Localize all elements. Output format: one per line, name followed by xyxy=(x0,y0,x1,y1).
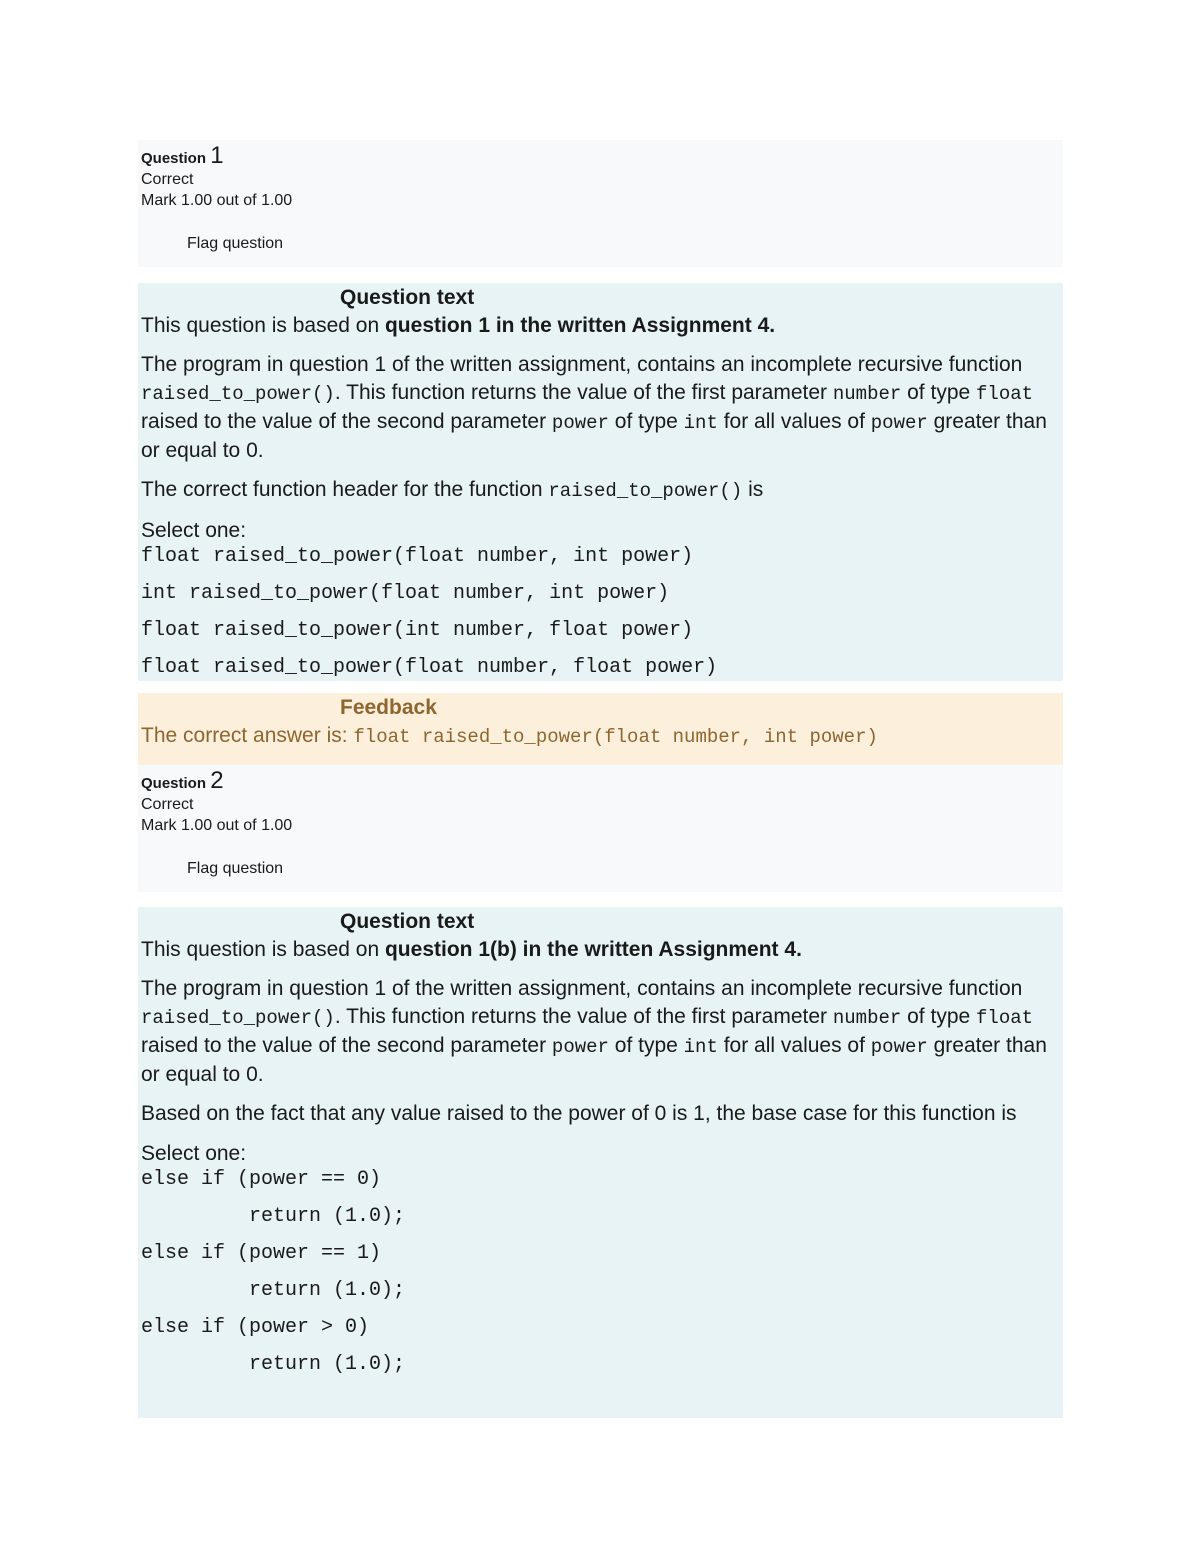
question-1-feedback xyxy=(138,693,1063,765)
desc-text: The program in question 1 of the written assignment, contains an incomplete recursive function xyxy=(141,977,1023,1000)
desc-text: The program in question 1 of the written assignment, contains an incomplete recursive function xyxy=(141,353,1023,376)
desc-text: of type xyxy=(608,410,684,433)
desc-text: greater than or equal to 0. xyxy=(141,410,1047,462)
code-type-int: int xyxy=(683,1036,718,1058)
flag-question-link[interactable]: Flag question xyxy=(187,860,284,877)
question-grade: Mark 1.00 out of 1.00 xyxy=(141,817,293,834)
desc-text: greater than or equal to 0. xyxy=(141,1034,1047,1086)
option-line: else if (power == 1) xyxy=(141,1242,382,1265)
question-1-heading xyxy=(141,142,1063,169)
intro-bold-text: question 1 in the written Assignment 4. xyxy=(384,314,776,337)
desc-text: of type xyxy=(608,1034,684,1057)
option-line: else if (power == 0) xyxy=(141,1168,382,1191)
code-type-float: float xyxy=(976,383,1034,405)
feedback-heading: Feedback xyxy=(340,696,437,719)
question-description xyxy=(141,351,1063,465)
select-one-prompt: Select one: xyxy=(141,1142,247,1165)
answer-option-a[interactable] xyxy=(141,1167,1063,1230)
intro-text: This question is based on xyxy=(141,314,385,337)
code-param-number: number xyxy=(832,383,902,405)
desc-text: for all values of xyxy=(717,410,871,433)
question-number: 2 xyxy=(210,767,224,794)
question-grade: Mark 1.00 out of 1.00 xyxy=(141,192,293,209)
code-function-name: raised_to_power() xyxy=(548,480,743,502)
answer-option-c[interactable] xyxy=(141,1315,1063,1378)
desc-text: raised to the value of the second parameter xyxy=(141,1034,552,1057)
question-ask: Based on the fact that any value raised to the power of 0 is 1, the base case for this function is xyxy=(141,1102,1017,1125)
desc-text: . This function returns the value of the first parameter xyxy=(334,381,833,404)
option-line: return (1.0); xyxy=(141,1353,406,1376)
code-type-float: float xyxy=(976,1007,1034,1029)
question-ask xyxy=(141,476,1063,505)
select-one-prompt: Select one: xyxy=(141,519,247,542)
code-type-int: int xyxy=(683,412,718,434)
question-label: Question xyxy=(141,775,207,792)
question-1-info xyxy=(138,140,1063,267)
desc-text: raised to the value of the second parameter xyxy=(141,410,552,433)
intro-text: This question is based on xyxy=(141,938,385,961)
question-1-content xyxy=(138,283,1063,681)
feedback-text: The correct answer is: xyxy=(141,724,354,747)
desc-text: for all values of xyxy=(717,1034,871,1057)
option-line: else if (power > 0) xyxy=(141,1316,370,1339)
answer-options xyxy=(141,1167,1063,1378)
desc-text: . This function returns the value of the first parameter xyxy=(334,1005,833,1028)
answer-option-a[interactable]: float raised_to_power(float number, int power) xyxy=(141,545,694,568)
question-2-heading xyxy=(141,767,1063,794)
option-line: return (1.0); xyxy=(141,1279,406,1302)
ask-text: is xyxy=(742,478,764,501)
question-2-info xyxy=(138,765,1063,892)
code-param-number: number xyxy=(832,1007,902,1029)
correct-answer-text xyxy=(141,722,1063,751)
answer-option-b[interactable] xyxy=(141,1241,1063,1304)
question-description xyxy=(141,975,1063,1089)
question-text-heading: Question text xyxy=(340,910,475,933)
question-label: Question xyxy=(141,150,207,167)
code-function-name: raised_to_power() xyxy=(141,1007,335,1029)
question-text-heading: Question text xyxy=(340,286,475,309)
answer-option-c[interactable]: float raised_to_power(int number, float power) xyxy=(141,619,694,642)
question-state: Correct xyxy=(141,171,194,188)
intro-bold-text: question 1(b) in the written Assignment 4. xyxy=(384,938,802,961)
question-intro xyxy=(141,312,1063,340)
question-intro xyxy=(141,936,1063,964)
question-state: Correct xyxy=(141,796,194,813)
flag-question-link[interactable]: Flag question xyxy=(187,235,284,252)
code-param-power: power xyxy=(551,412,609,434)
code-param-power: power xyxy=(551,1036,609,1058)
code-param-power: power xyxy=(870,1036,928,1058)
feedback-code: float raised_to_power(float number, int power) xyxy=(353,726,878,748)
option-line: return (1.0); xyxy=(141,1205,406,1228)
code-param-power: power xyxy=(870,412,928,434)
ask-text: The correct function header for the function xyxy=(141,478,549,501)
desc-text: of type xyxy=(901,381,977,404)
answer-option-b[interactable]: int raised_to_power(float number, int power) xyxy=(141,582,670,605)
code-function-name: raised_to_power() xyxy=(141,383,335,405)
answer-options xyxy=(141,544,1063,681)
answer-option-d[interactable]: float raised_to_power(float number, float power) xyxy=(141,656,718,679)
question-2-content xyxy=(138,907,1063,1418)
question-number: 1 xyxy=(210,142,224,169)
desc-text: of type xyxy=(901,1005,977,1028)
